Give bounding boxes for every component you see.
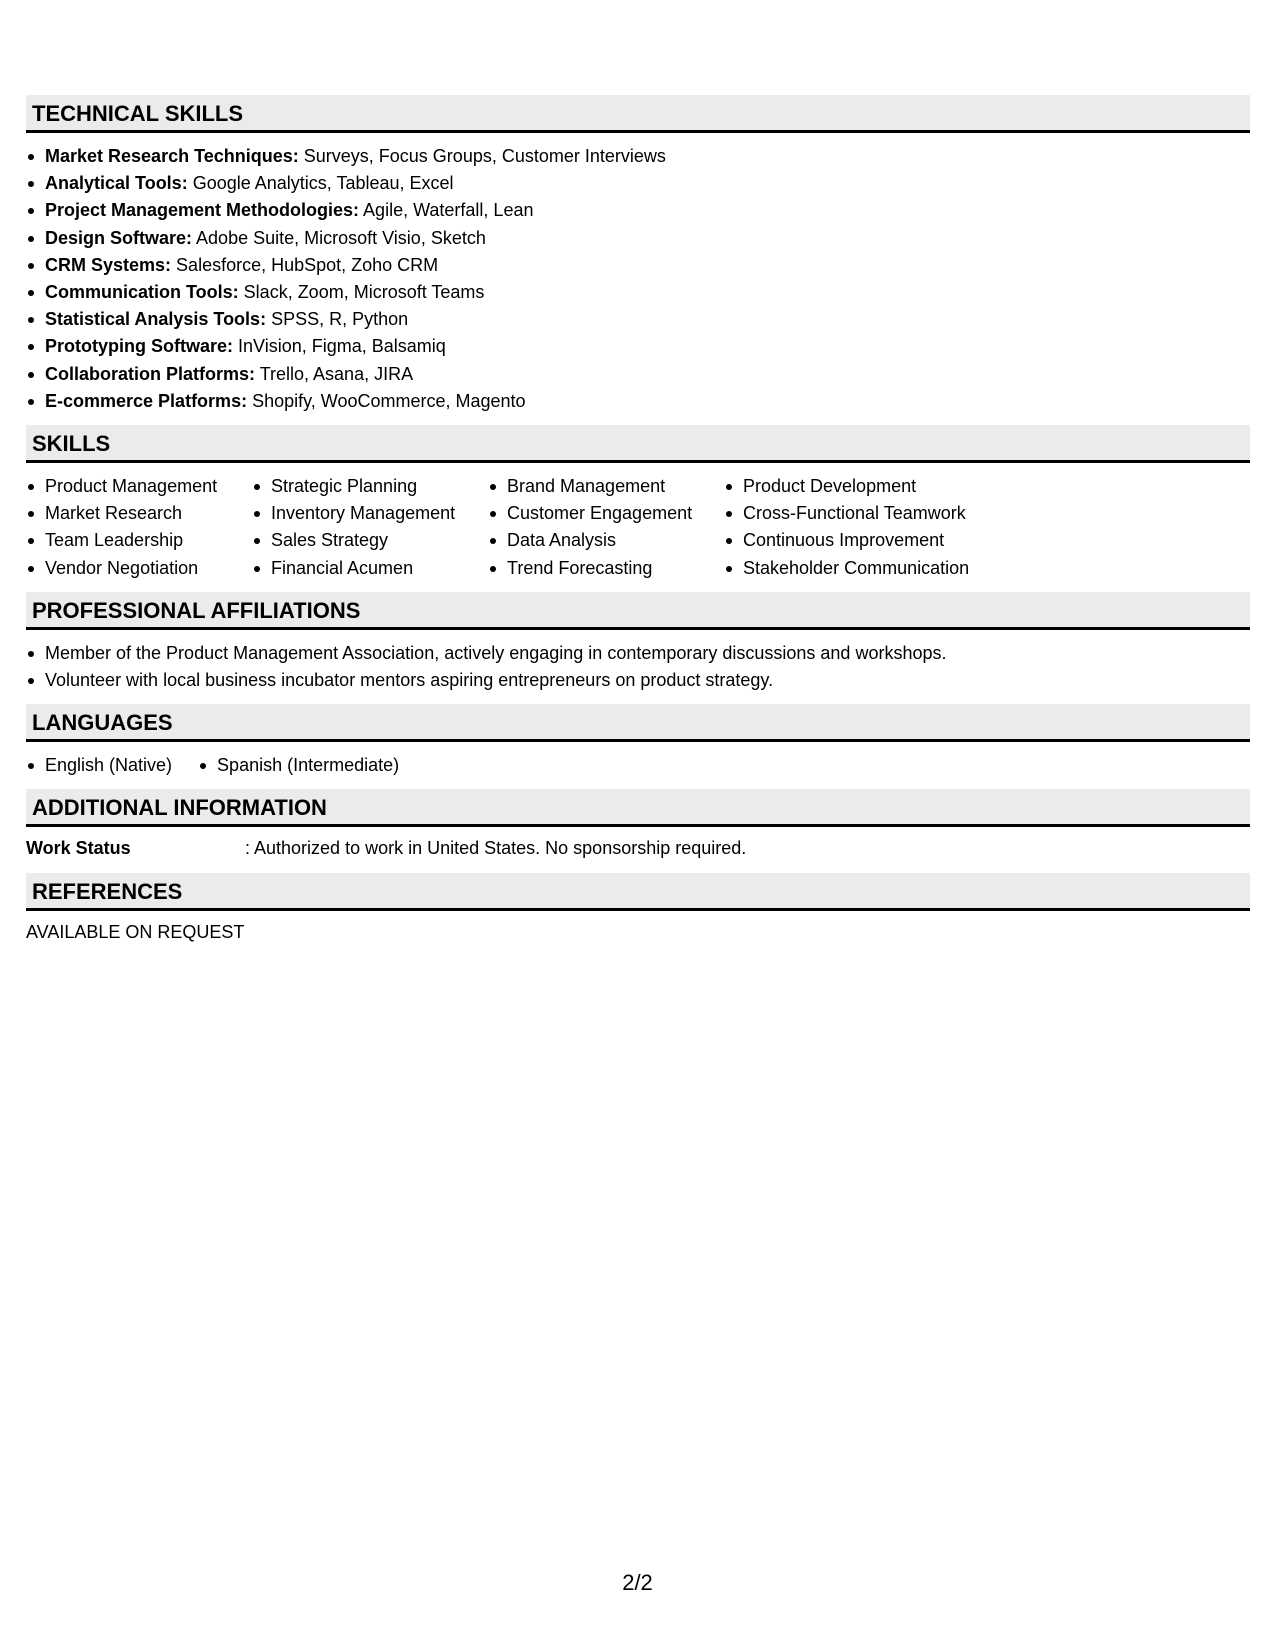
section-affiliations (26, 592, 1250, 704)
item-value: Google Analytics, Tableau, Excel (187, 173, 454, 194)
languages-list (26, 742, 1250, 789)
section-references (26, 873, 1250, 946)
list-item: Member of the Product Management Association, actively engaging in contemporary discussions and workshops. (26, 640, 1250, 667)
list-item (26, 333, 1250, 360)
section-technical-skills (26, 95, 1250, 425)
section-heading: TECHNICAL SKILLS (26, 95, 1250, 133)
list-item (26, 252, 1250, 279)
item-value: Trello, Asana, JIRA (255, 363, 414, 384)
skills-column (724, 473, 969, 582)
list-item (26, 197, 1250, 224)
section-heading: LANGUAGES (26, 704, 1250, 742)
item-label: Analytical Tools: (45, 173, 188, 194)
list-item (26, 361, 1250, 388)
item-label: Communication Tools: (45, 282, 239, 303)
item-label: Prototyping Software: (45, 336, 233, 357)
item-value: Agile, Waterfall, Lean (359, 200, 534, 221)
list-item: Brand Management (488, 473, 706, 500)
item-label: Design Software: (45, 227, 193, 248)
affiliations-list (26, 630, 1250, 704)
list-item: Sales Strategy (252, 527, 470, 554)
item-value: Salesforce, HubSpot, Zoho CRM (171, 254, 439, 275)
list-item: Trend Forecasting (488, 555, 706, 582)
item-value: SPSS, R, Python (266, 309, 409, 330)
info-row (26, 827, 1250, 873)
list-item: Product Development (724, 473, 969, 500)
list-item (26, 225, 1250, 252)
item-label: E-commerce Platforms: (45, 390, 248, 411)
skills-column (26, 473, 234, 582)
list-item: Market Research (26, 500, 234, 527)
info-value: : Authorized to work in United States. No sponsorship required. (245, 838, 747, 859)
item-value: Adobe Suite, Microsoft Visio, Sketch (192, 227, 486, 248)
list-item (26, 388, 1250, 415)
list-item: English (Native) (26, 752, 172, 779)
skills-column (488, 473, 706, 582)
list-item (26, 306, 1250, 333)
section-skills (26, 425, 1250, 592)
section-heading: REFERENCES (26, 873, 1250, 911)
list-item: Vendor Negotiation (26, 555, 234, 582)
references-text: AVAILABLE ON REQUEST (26, 922, 245, 943)
list-item: Stakeholder Communication (724, 555, 969, 582)
resume-page (26, 95, 1250, 946)
list-item: Spanish (Intermediate) (198, 752, 399, 779)
list-item: Volunteer with local business incubator mentors aspiring entrepreneurs on product strategy. (26, 667, 1250, 694)
item-value: Slack, Zoom, Microsoft Teams (238, 282, 485, 303)
section-heading: PROFESSIONAL AFFILIATIONS (26, 592, 1250, 630)
list-item (26, 143, 1250, 170)
list-item (26, 170, 1250, 197)
list-item: Customer Engagement (488, 500, 706, 527)
item-label: Collaboration Platforms: (45, 363, 256, 384)
item-label: Statistical Analysis Tools: (45, 309, 267, 330)
list-item: Data Analysis (488, 527, 706, 554)
section-additional-information (26, 789, 1250, 873)
item-label: Project Management Methodologies: (45, 200, 360, 221)
list-item: Cross-Functional Teamwork (724, 500, 969, 527)
section-languages (26, 704, 1250, 789)
skills-grid (26, 463, 1250, 592)
list-item (26, 279, 1250, 306)
list-item: Continuous Improvement (724, 527, 969, 554)
list-item: Team Leadership (26, 527, 234, 554)
list-item: Financial Acumen (252, 555, 470, 582)
item-value: Surveys, Focus Groups, Customer Interviews (298, 146, 666, 166)
skills-column (252, 473, 470, 582)
item-label: Market Research Techniques: (45, 146, 299, 166)
info-key: Work Status (26, 838, 131, 859)
item-value: InVision, Figma, Balsamiq (233, 336, 446, 357)
item-label: CRM Systems: (45, 254, 172, 275)
technical-skills-list (26, 133, 1250, 425)
list-item: Strategic Planning (252, 473, 470, 500)
section-heading: ADDITIONAL INFORMATION (26, 789, 1250, 827)
list-item: Inventory Management (252, 500, 470, 527)
list-item: Product Management (26, 473, 234, 500)
page-number: 2/2 (622, 1570, 653, 1595)
section-heading: SKILLS (26, 425, 1250, 463)
item-value: Shopify, WooCommerce, Magento (247, 390, 526, 411)
